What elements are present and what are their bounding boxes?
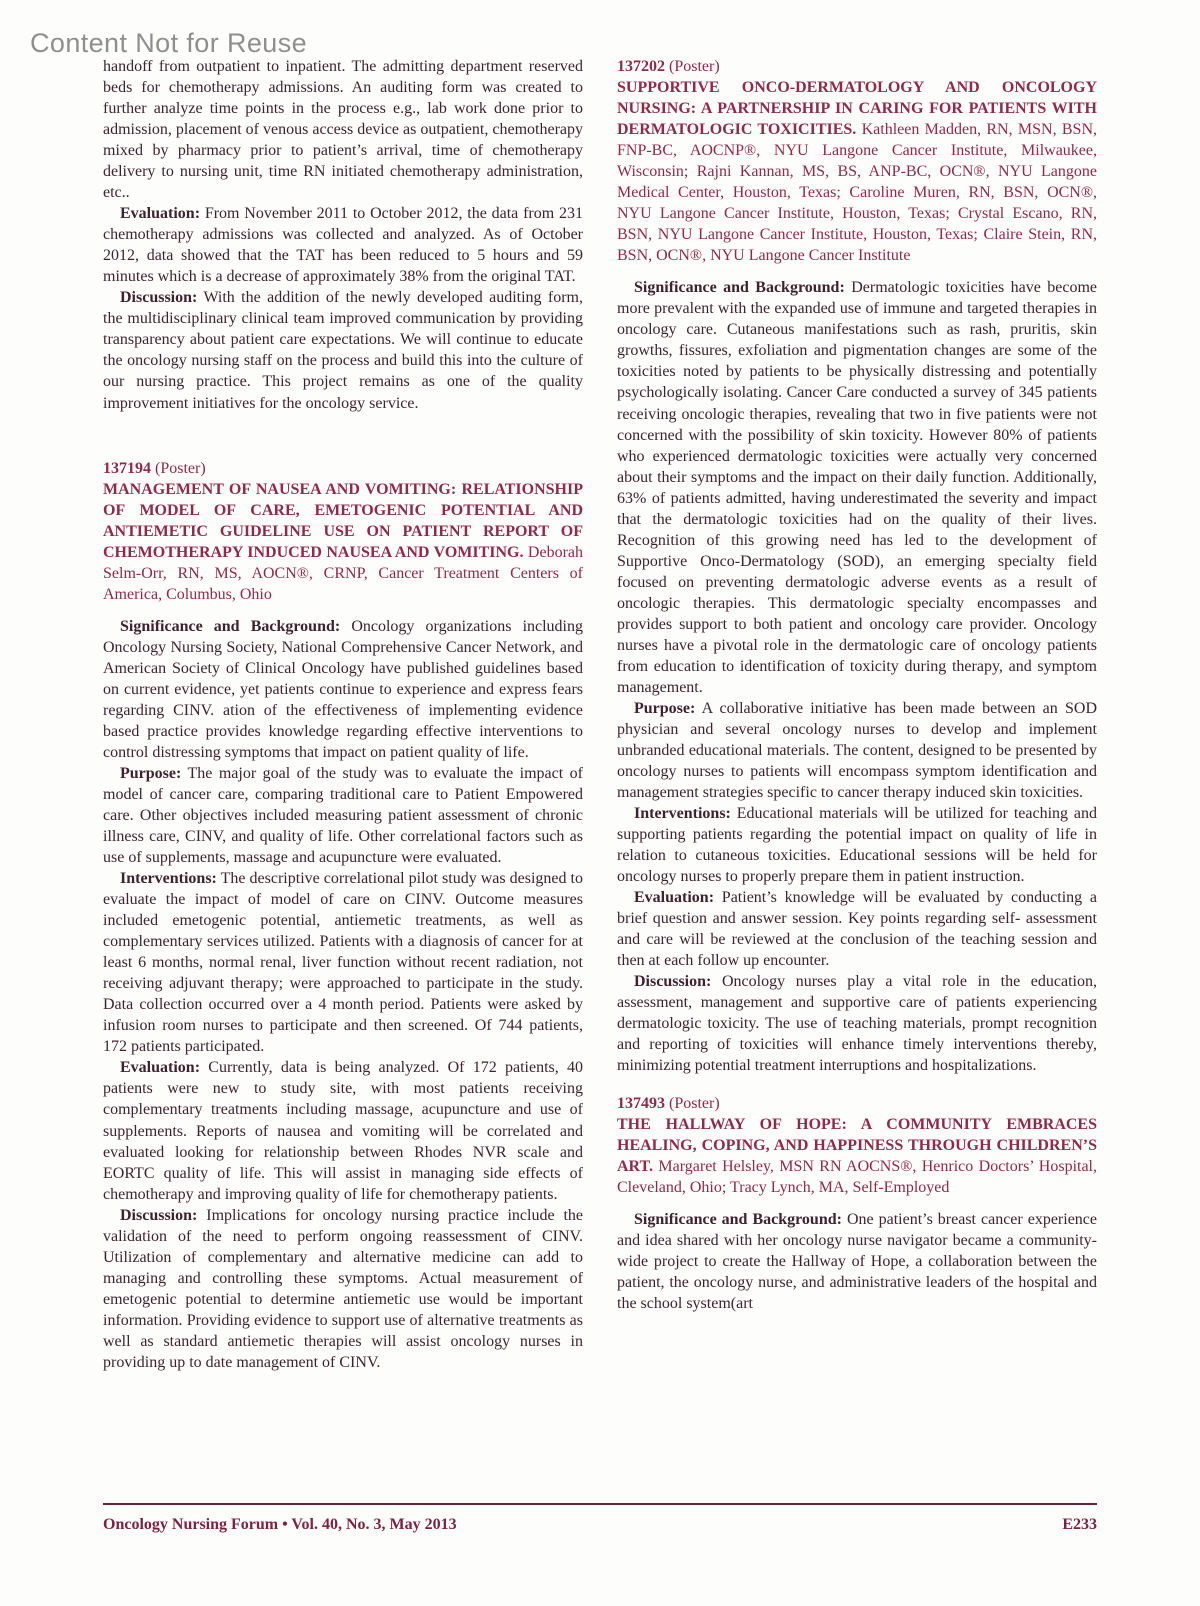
paragraph-text: handoff from outpatient to inpatient. The admitting department reserved beds for chemotherapy admissions. An auditing form was created to further analyze time points in the process e.g., lab work done prior to admission, placement of venous access device as outpatient, chemotherapy mixed by pharmacy prior to patient’s arrival, time of chemotherapy delivery to nursing unit, time RN initiated chemotherapy administration, etc.. <box>103 58 583 202</box>
paragraph-lead-label: Discussion: <box>634 973 712 991</box>
abstract-paragraph <box>103 1057 583 1204</box>
right-column <box>617 56 1097 1373</box>
footer-row <box>103 1516 1097 1534</box>
paragraph-text: Dermatologic toxicities have become more prevalent with the expanded use of immune and targeted therapies in oncology care. Cutaneous manifestations such as rash, pruritis, skin growths, fissures, exfoliation and pigmentation changes are some of the toxicities noted by patients to be physically distressing and potentially psychologically isolating. Cancer Care conducted a survey of 345 patients receiving oncologic therapies, revealing that two in five patients were not concerned with the possibility of skin toxicity. However 80% of patients who experienced dermatologic toxicities were actually very concerned about their symptoms and the impact on their daily function. Additionally, 63% of patients admitted, having underestimated the severity and impact that the dermatologic toxicities had on the quality of their lives. Recognition of this growing need has led to the development of Supportive Onco-Dermatology (SOD), an emerging specialty field focused on preventing dermatologic adverse events as a result of oncologic therapies. This dermatologic specialty encompasses and provides support to both patient and oncology care provider. Oncology nurses have a pivotal role in the dermatologic care of oncology patients from education to identification of toxicity during therapy, and symptom management. <box>617 279 1098 696</box>
paragraph-lead-label: Significance and Background: <box>634 1210 842 1228</box>
abstract-authors: Kathleen Madden, RN, MSN, BSN, FNP-BC, AOCNP®, NYU Langone Cancer Institute, Milwaukee, Wisconsin; Rajni Kannan, MS, BS, ANP-BC, OCN®, NYU Langone Medical Center, Houston, Texas; Caroline Muren, RN, BSN, OCN®, NYU Langone Cancer Institute, Houston, Texas; Crystal Escano, RN, BSN, NYU Langone Cancer Institute, Houston, Texas; Claire Stein, RN, BSN, OCN®, NYU Langone Cancer Institute <box>617 121 1097 265</box>
paragraph-lead-label: Interventions: <box>120 870 217 888</box>
abstract-paragraph <box>617 1209 1097 1314</box>
abstract-number: 137493 <box>617 1094 665 1112</box>
abstract-paragraph <box>103 763 583 868</box>
paragraph-lead-label: Discussion: <box>120 1206 198 1224</box>
abstract-paragraph <box>617 803 1097 887</box>
paragraph-lead-label: Evaluation: <box>120 1059 201 1077</box>
abstract-title-text: SUPPORTIVE ONCO-DERMATOLOGY AND ONCOLOGY NURSING: A PARTNERSHIP IN CARING FOR PATIENTS WITH DERMATOLOGIC TOXICITIES. <box>617 79 1097 139</box>
abstract-type-label: (Poster) <box>155 459 206 477</box>
paragraph-text: Oncology organizations including Oncology Nursing Society, National Comprehensive Cancer Network, and American Society of Clinical Oncology have published guidelines based on current evidence, yet patients continue to experience and express fears regarding CINV. ation of the effectiveness of implementing evidence based practice provides knowledge regarding effective interventions to control distressing symptoms that impact on patient quality of life. <box>103 617 584 761</box>
abstract-type-label: (Poster) <box>669 1094 720 1112</box>
paragraph-text: Educational materials will be utilized for teaching and supporting patients regarding the potential impact on quality of life in relation to cutaneous toxicities. Educational sessions will be held for oncology nurses to properly prepare them in patient instruction. <box>617 805 1097 886</box>
paragraph-lead-label: Significance and Background: <box>120 617 341 635</box>
abstract-paragraph <box>103 287 583 413</box>
abstract-paragraph <box>103 868 583 1057</box>
paragraph-text: One patient’s breast cancer experience and idea shared with her oncology nurse navigator became a community-wide project to create the Hallway of Hope, a collaboration between the patient, the oncology nurse, and administrative leaders of the hospital and the school system(art <box>617 1210 1098 1312</box>
left-column <box>103 56 583 1373</box>
abstract-paragraph <box>617 277 1097 698</box>
page-footer <box>103 1503 1097 1534</box>
abstract-heading <box>617 1093 1097 1114</box>
paragraph-text: With the addition of the newly developed auditing form, the multidisciplinary clinical team improved communication by providing transparency about patient care expectations. We will continue to educate the oncology nursing staff on the process and build this into the culture of our nursing practice. This project remains as one of the quality improvement initiatives for the oncology service. <box>103 289 583 412</box>
section-gap <box>103 414 583 458</box>
paragraph-lead-label: Purpose: <box>634 699 696 717</box>
watermark-text: Content Not for Reuse <box>30 28 308 58</box>
abstract-paragraph <box>617 887 1097 971</box>
journal-citation: Oncology Nursing Forum • Vol. 40, No. 3, May 2013 <box>103 1516 457 1533</box>
paragraph-lead-label: Discussion: <box>120 289 198 307</box>
paragraph-lead-label: Purpose: <box>120 764 182 782</box>
paragraph-lead-label: Significance and Background: <box>634 279 845 297</box>
abstract-paragraph <box>617 971 1097 1076</box>
paragraph-text: From November 2011 to October 2012, the data from 231 chemotherapy admissions was collected and analyzed. As of October 2012, data showed that the TAT has been reduced to 5 hours and 59 minutes which is a decrease of approximately 38% from the original TAT. <box>103 205 583 286</box>
abstract-heading <box>617 56 1097 77</box>
abstract-paragraph <box>617 698 1097 803</box>
abstract-paragraph <box>103 616 583 763</box>
abstract-title <box>617 77 1097 266</box>
abstract-authors: Deborah Selm-Orr, RN, MS, AOCN®, CRNP, Cancer Treatment Centers of America, Columbus, Ohio <box>103 543 584 603</box>
paragraph-text: A collaborative initiative has been made between an SOD physician and several oncology nurses to develop and implement unbranded educational materials. The content, designed to be presented by oncology nurses to patients will encompass symptom identification and management strategies specific to cancer therapy induced skin toxicities. <box>617 699 1097 802</box>
page-number: E233 <box>1062 1516 1097 1533</box>
section-gap <box>617 1077 1097 1093</box>
abstract-authors: Margaret Helsley, MSN RN AOCNS®, Henrico Doctors’ Hospital, Cleveland, Ohio; Tracy Lynch, MA, Self-Employed <box>617 1157 1098 1196</box>
abstract-heading <box>103 458 583 479</box>
paragraph-text: The major goal of the study was to evaluate the impact of model of cancer care, comparing traditional care to Patient Empowered care. Other objectives included measuring patient assessment of chronic illness care, CINV, and quality of life. Other correlational factors such as use of supplements, massage and acupuncture were evaluated. <box>103 764 583 867</box>
abstract-paragraph <box>103 1205 583 1373</box>
content-columns <box>103 56 1097 1373</box>
paragraph-lead-label: Evaluation: <box>634 889 715 907</box>
paragraph-lead-label: Evaluation: <box>120 205 201 223</box>
paragraph-text: The descriptive correlational pilot study was designed to evaluate the impact of model of care on CINV. Outcome measures included emetogenic potential, antiemetic treatments, as well as complementary services utilized. Patients with a diagnosis of cancer for at least 6 months, normal renal, liver function without recent radiation, not receiving adjuvant therapy; were approached to participate in the study. Data collection occurred over a 4 month period. Patients were asked by infusion room nurses to participate and then screened. Of 744 patients, 172 patients participated. <box>103 870 583 1056</box>
paragraph-text: Oncology nurses play a vital role in the education, assessment, management and supportive care of patients experiencing dermatologic toxicity. The use of teaching materials, prompt recognition and reporting of toxicities will enhance timely interventions thereby, minimizing potential treatment interruptions and hospitalizations. <box>617 973 1098 1075</box>
abstract-title-text: THE HALLWAY OF HOPE: A COMMUNITY EMBRACES HEALING, COPING, AND HAPPINESS THROUGH CHILDREN’S ART. <box>617 1115 1097 1175</box>
abstract-type-label: (Poster) <box>669 58 720 75</box>
abstract-title <box>103 479 583 605</box>
paragraph-text: Currently, data is being analyzed. Of 172 patients, 40 patients were new to study site, with most patients receiving complementary treatments including massage, acupuncture and use of supplements. Reports of nausea and vomiting will be correlated and evaluated looking for relationship between Rhodes NVR scale and EORTC quality of life. This will assist in managing side effects of chemotherapy and improving quality of life for chemotherapy patients. <box>103 1059 583 1203</box>
abstract-paragraph <box>103 203 583 287</box>
paragraph-text: Implications for oncology nursing practice include the validation of the need to perform ongoing reassessment of CINV. Utilization of complementary and alternative medicine can add to managing and controlling these symptoms. Actual measurement of emetogenic potential to determine antiemetic use would be important information. Providing evidence to support use of alternative treatments as well as standard antiemetic therapies will assist oncology nurses in providing up to date management of CINV. <box>103 1206 584 1371</box>
abstract-paragraph <box>103 56 583 203</box>
abstract-title-text: MANAGEMENT OF NAUSEA AND VOMITING: RELATIONSHIP OF MODEL OF CARE, EMETOGENIC POTENTIAL AND ANTIEMETIC GUIDELINE USE ON PATIENT REPORT OF CHEMOTHERAPY INDUCED NAUSEA AND VOMITING. <box>103 480 583 561</box>
abstract-title <box>617 1114 1097 1198</box>
abstract-number: 137194 <box>103 459 151 477</box>
paragraph-text: Patient’s knowledge will be evaluated by conducting a brief question and answer session. Key points regarding self- assessment and care will be reviewed at the conclusion of the teaching session and then at each follow up encounter. <box>617 889 1098 970</box>
abstract-number: 137202 <box>617 58 665 75</box>
paragraph-lead-label: Interventions: <box>634 805 731 823</box>
